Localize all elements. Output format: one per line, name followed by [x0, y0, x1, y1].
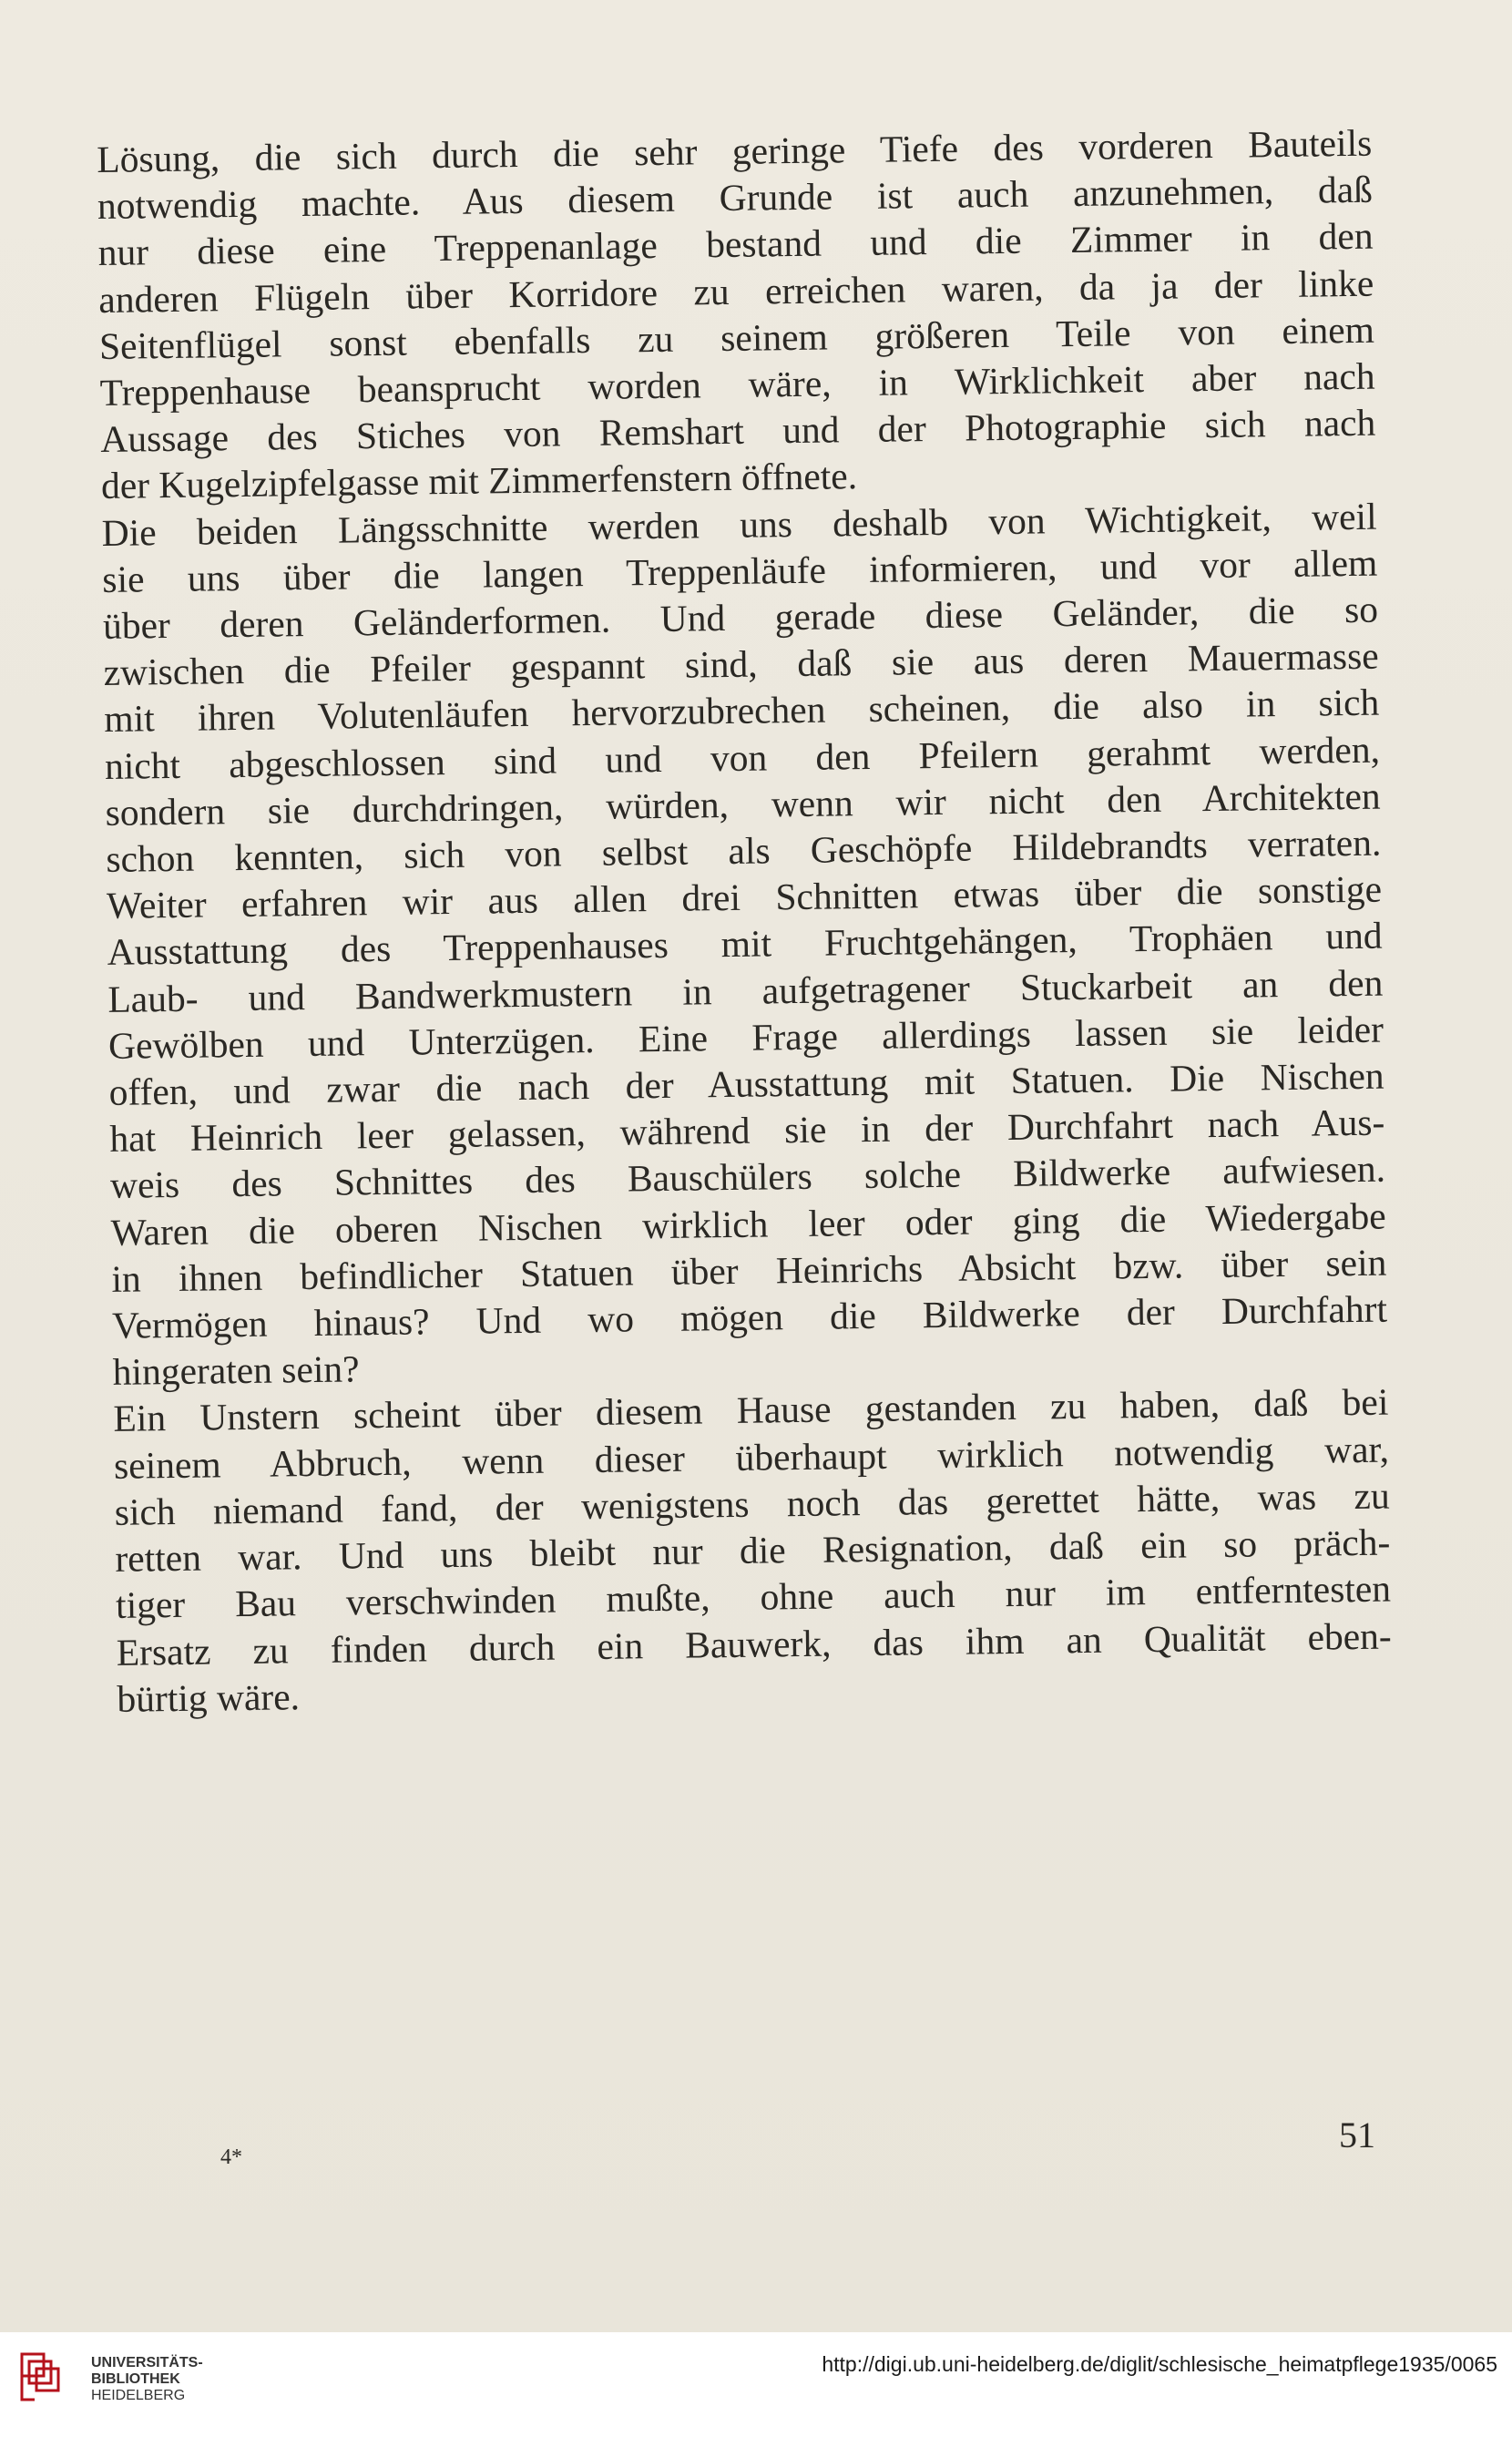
page-number: 51	[1339, 2114, 1375, 2155]
text-line: mit ihren Volutenläufen hervorzubrechen scheinen, die also in sich	[104, 681, 1380, 741]
text-line: offen, und zwar die nach der Ausstattung mit Statuen. Die Nischen	[108, 1054, 1384, 1113]
text-line: seinem Abbruch, wenn dieser überhaupt wirklich notwendig war,	[113, 1428, 1390, 1487]
text-line: anderen Flügeln über Korridore zu erreichen waren, da ja der linke	[98, 261, 1374, 321]
text-line: hat Heinrich leer gelassen, während sie in der Durchfahrt nach Aus-	[109, 1101, 1385, 1161]
text-line: Die beiden Längsschnitte werden uns deshalb von Wichtigkeit, weil	[101, 495, 1377, 554]
text-line: sondern sie durchdringen, würden, wenn wir nicht den Architekten	[105, 774, 1381, 834]
text-line: über deren Geländerformen. Und gerade diese Geländer, die so	[102, 588, 1379, 647]
library-name	[91, 2355, 203, 2404]
text-line: bürtig wäre.	[117, 1674, 301, 1720]
text-line: Lösung, die sich durch die sehr geringe Tiefe des vorderen Bauteils	[97, 121, 1373, 180]
signature-mark: 4*	[220, 2145, 242, 2169]
text-line: Vermögen hinaus? Und wo mögen die Bildwerke der Durchfahrt	[111, 1287, 1388, 1346]
library-logo-icon	[16, 2349, 67, 2405]
text-line: sie uns über die langen Treppenläufe informieren, und vor allem	[102, 541, 1378, 600]
text-line: Gewölben und Unterzügen. Eine Frage allerdings lassen sie leider	[107, 1008, 1384, 1067]
text-line: Ausstattung des Treppenhauses mit Fruchtgehängen, Trophäen und	[107, 915, 1383, 974]
library-name-line3: HEIDELBERG	[91, 2388, 186, 2403]
text-line: nur diese eine Treppenanlage bestand und die Zimmer in den	[97, 215, 1374, 274]
text-line: Treppenhause beansprucht worden wäre, in Wirklichkeit aber nach	[99, 354, 1375, 414]
text-line: Laub- und Bandwerkmustern in aufgetragener Stuckarbeit an den	[107, 961, 1384, 1020]
library-name-line2: BIBLIOTHEK	[91, 2371, 180, 2387]
text-line: Seitenflügel sonst ebenfalls zu seinem größeren Teile von einem	[98, 308, 1375, 367]
library-name-line1: UNIVERSITÄTS-	[91, 2355, 203, 2370]
text-line: hingeraten sein?	[112, 1347, 360, 1394]
footer-bar	[0, 2332, 1512, 2447]
text-line: sich niemand fand, der wenigstens noch das gerettet hätte, was zu	[114, 1474, 1390, 1533]
text-line: Aussage des Stiches von Remshart und der Photographie sich nach	[100, 401, 1376, 461]
text-line: nicht abgeschlossen sind und von den Pfeilern gerahmt werden,	[104, 728, 1381, 787]
text-line: Waren die oberen Nischen wirklich leer oder ging die Wiedergabe	[110, 1194, 1386, 1254]
text-line: Ersatz zu finden durch ein Bauwerk, das ihm an Qualität eben-	[116, 1614, 1392, 1674]
text-line: tiger Bau verschwinden mußte, ohne auch nur im entferntesten	[115, 1567, 1392, 1627]
source-url-link[interactable]: http://digi.ub.uni-heidelberg.de/diglit/schlesische_heimatpflege1935/0065	[822, 2352, 1497, 2376]
text-line: Weiter erfahren wir aus allen drei Schnitten etwas über die sonstige	[106, 867, 1383, 927]
text-line: in ihnen befindlicher Statuen über Heinrichs Absicht bzw. über sein	[111, 1241, 1387, 1300]
text-line: weis des Schnittes des Bauschülers solche Bildwerke aufwiesen.	[109, 1148, 1386, 1207]
text-line: retten war. Und uns bleibt nur die Resignation, daß ein so präch-	[115, 1520, 1391, 1580]
text-line: der Kugelzipfelgasse mit Zimmerfenstern öffnete.	[100, 455, 858, 507]
text-line: notwendig machte. Aus diesem Grunde ist auch anzunehmen, daß	[97, 168, 1374, 228]
text-line: Ein Unstern scheint über diesem Hause gestanden zu haben, daß bei	[113, 1381, 1389, 1440]
text-line: schon kennten, sich von selbst als Geschöpfe Hildebrandts verraten.	[106, 821, 1382, 880]
text-line: zwischen die Pfeiler gespannt sind, daß sie aus deren Mauermasse	[103, 634, 1379, 694]
body-text	[97, 120, 1393, 1723]
